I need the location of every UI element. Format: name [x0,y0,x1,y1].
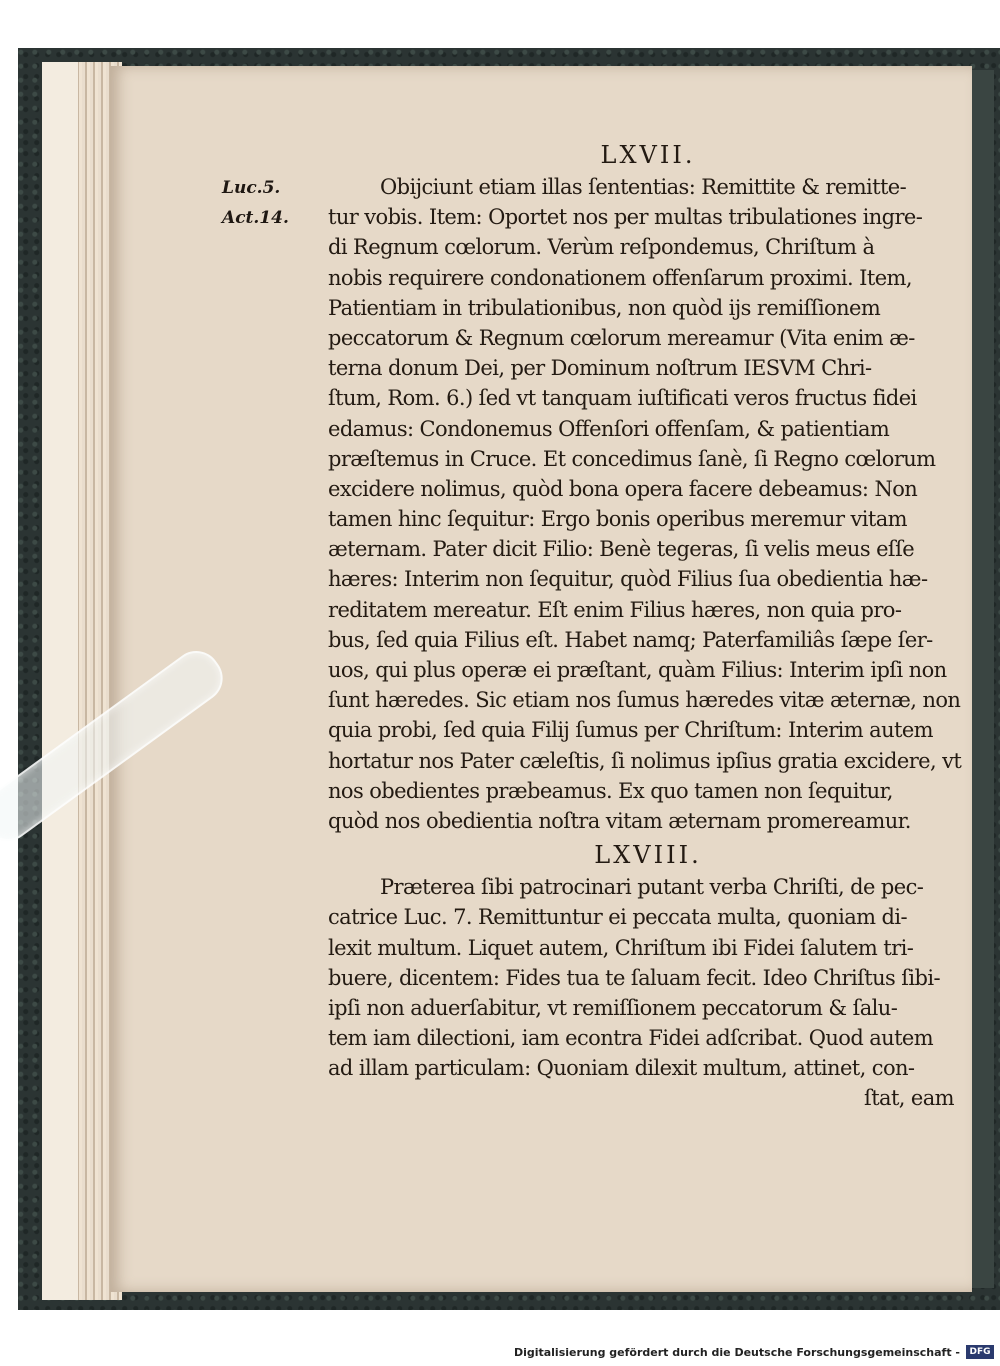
text-line: ad illam particulam: Quoniam dilexit multum, attinet, con- [328,1056,915,1081]
text-line: buere, dicentem: Fides tua te ſaluam fecit. Ideo Chriſtus ſibi- [328,965,941,990]
text-line: reditatem mereatur. Eſt enim Filius hæres, non quia pro- [328,597,902,622]
footer-credit: Digitalisierung gefördert durch die Deutsche Forschungsgemeinschaft - [513,1346,960,1359]
section-heading-lxvii: LXVII. [600,141,696,169]
margin-note-luc: Luc.5. [222,178,281,198]
text-line: æternam. Pater dicit Filio: Benè tegeras, ſi velis meus eſſe [328,537,915,562]
text-line: Præterea ſibi patrocinari putant verba Chriſti, de pec- [380,875,924,900]
text-line: hortatur nos Pater cæleſtis, ſi nolimus ipſius gratia excidere, vt [328,748,962,773]
text-line: nobis requirere condonationem offenſarum proximi. Item, [328,265,912,290]
text-line: nos obedientes præbeamus. Ex quo tamen non ſequitur, [328,778,893,803]
text-line: lexit multum. Liquet autem, Chriſtum ibi Fidei ſalutem tri- [328,935,914,960]
text-line: di Regnum cœlorum. Verùm reſpondemus, Chriſtum à [328,235,875,260]
text-line: ſtum, Rom. 6.) ſed vt tanquam iuſtificati veros fructus fidei [328,386,917,411]
text-line: quòd nos obedientia noſtra vitam æternam promereamur. [328,808,911,833]
text-line: uos, qui plus operæ ei præſtant, quàm Filius: Interim ipſi non [328,658,947,682]
text-line: bus, ſed quia Filius eſt. Habet namq; Paterfamiliâs ſæpe ſer- [328,627,933,652]
page-text [328,138,968,1114]
catchword: ſtat, eam [864,1086,954,1111]
dfg-logo-icon: DFG [966,1345,994,1359]
text-line: ipſi non aduerſabitur, vt remiſſionem peccatorum & ſalu- [328,995,898,1020]
text-line: præſtemus in Cruce. Et concedimus ſanè, ſi Regno cœlorum [328,446,936,471]
text-line: peccatorum & Regnum cœlorum mereamur (Vita enim æ- [328,325,915,350]
text-line: quia probi, ſed quia Filij ſumus per Chriſtum: Interim autem [328,718,933,743]
text-line: hæres: Interim non ſequitur, quòd Filius ſua obedientia hæ- [328,567,928,592]
text-line: catrice Luc. 7. Remittuntur ei peccata multa, quoniam di- [328,905,907,930]
section-2-body [328,872,968,1083]
text-line: excidere nolimus, quòd bona opera facere debeamus: Non [328,476,918,501]
text-line: tamen hinc ſequitur: Ergo bonis operibus meremur vitam [328,507,907,532]
cover-edge-right [972,70,994,1288]
text-line: tem iam dilectioni, iam econtra Fidei adſcribat. Quod autem [328,1026,934,1051]
margin-note-act: Act.14. [222,208,289,228]
text-line: Obijciunt etiam illas ſententias: Remittite & remitte- [380,175,907,199]
text-line: ſunt hæredes. Sic etiam nos ſumus hæredes vitæ æternæ, non [328,688,961,713]
text-line: edamus: Condonemus Offenſori offenſam, & patientiam [328,416,890,441]
section-heading-lxviii: LXVIII. [594,841,702,870]
text-line: Patientiam in tribulationibus, non quòd ijs remiſſionem [328,295,881,320]
text-line: tur vobis. Item: Oportet nos per multas tribulationes ingre- [328,205,923,230]
page-edge [42,62,78,1300]
section-1-body [328,172,968,836]
text-line: terna donum Dei, per Dominum noſtrum IESVM Chri- [328,356,872,381]
